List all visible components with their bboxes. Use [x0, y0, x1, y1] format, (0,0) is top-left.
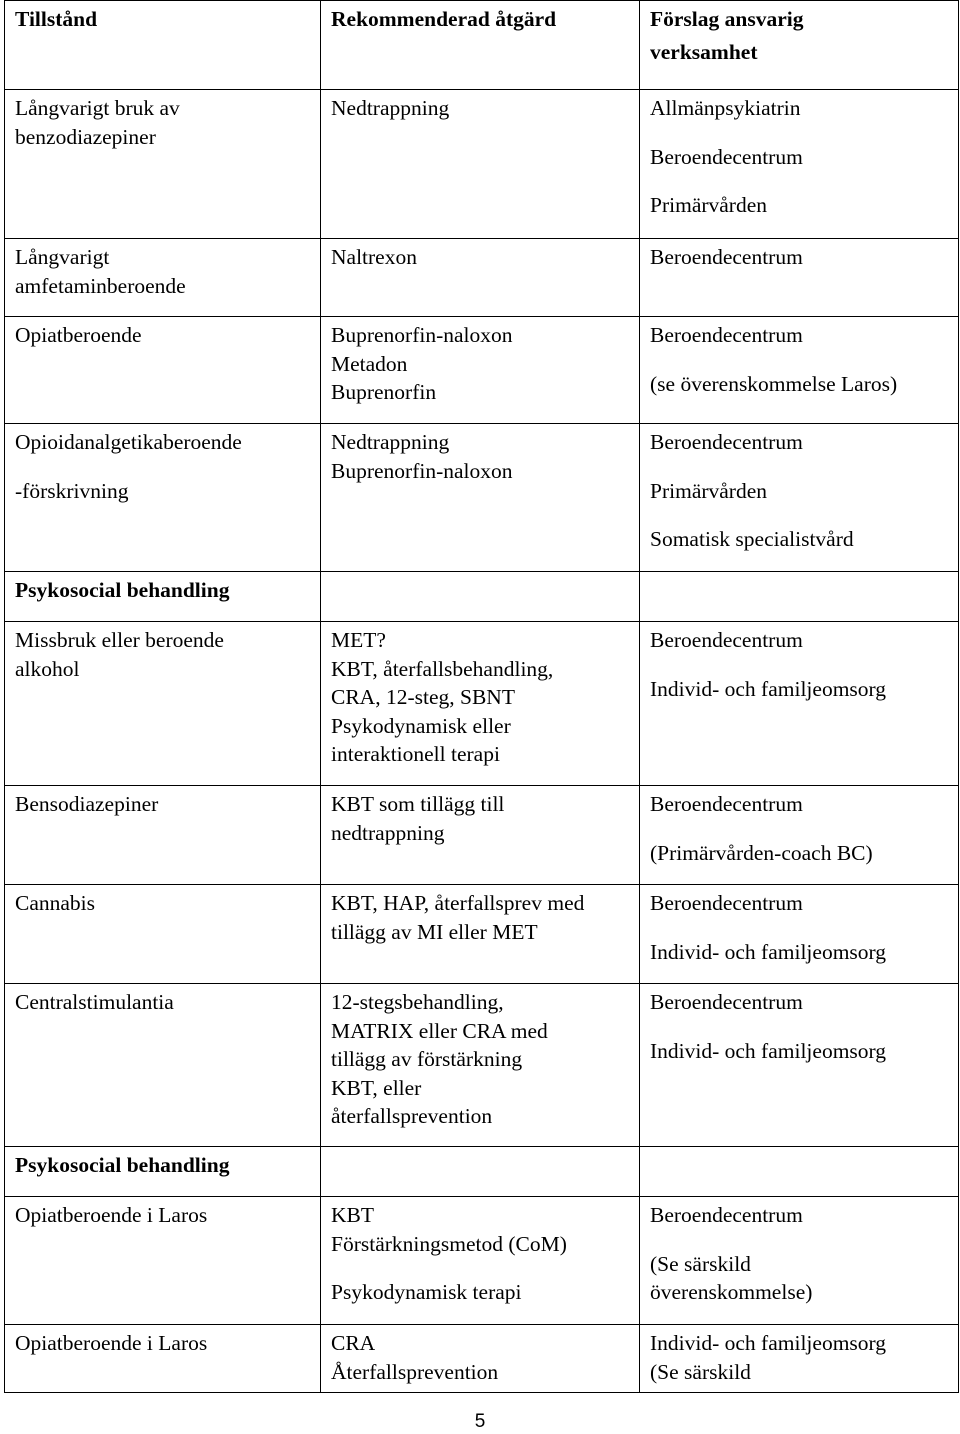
- condition-cell: Opiatberoende i Laros: [5, 1325, 321, 1393]
- table-row: [5, 1325, 959, 1393]
- header-action: Rekommenderad åtgärd: [321, 1, 640, 90]
- condition-cell: Opioidanalgetikaberoende -förskrivning: [5, 424, 321, 572]
- table-row: [5, 984, 959, 1147]
- action-cell: Naltrexon: [321, 239, 640, 317]
- condition-cell: Missbruk eller beroende alkohol: [5, 622, 321, 786]
- table-row: [5, 786, 959, 885]
- table-row: [5, 424, 959, 572]
- empty-cell: [640, 1147, 959, 1197]
- table-row: [5, 622, 959, 786]
- empty-cell: [321, 572, 640, 622]
- responsible-cell: Beroendecentrum (se överenskommelse Laros): [640, 317, 959, 424]
- condition-cell: Centralstimulantia: [5, 984, 321, 1147]
- section-heading: Psykosocial behandling: [5, 1147, 321, 1197]
- table-row: [5, 239, 959, 317]
- section-row: [5, 572, 959, 622]
- empty-cell: [321, 1147, 640, 1197]
- responsible-cell: Beroendecentrum Primärvården Somatisk specialistvård: [640, 424, 959, 572]
- responsible-cell: Individ- och familjeomsorg (Se särskild: [640, 1325, 959, 1393]
- action-cell: Buprenorfin-naloxon Metadon Buprenorfin: [321, 317, 640, 424]
- responsible-cell: Beroendecentrum Individ- och familjeomsorg: [640, 622, 959, 786]
- action-cell: CRA Återfallsprevention: [321, 1325, 640, 1393]
- table-row: [5, 1197, 959, 1325]
- responsible-cell: Beroendecentrum: [640, 239, 959, 317]
- treatment-table: [4, 0, 959, 1393]
- action-cell: KBT som tillägg till nedtrappning: [321, 786, 640, 885]
- table-row: [5, 317, 959, 424]
- action-cell: KBT Förstärkningsmetod (CoM) Psykodynamisk terapi: [321, 1197, 640, 1325]
- action-cell: Nedtrappning: [321, 90, 640, 239]
- table-header-row: [5, 1, 959, 90]
- condition-cell: Opiatberoende i Laros: [5, 1197, 321, 1325]
- condition-cell: Långvarigt bruk av benzodiazepiner: [5, 90, 321, 239]
- empty-cell: [640, 572, 959, 622]
- action-cell: Nedtrappning Buprenorfin-naloxon: [321, 424, 640, 572]
- condition-cell: Bensodiazepiner: [5, 786, 321, 885]
- header-responsible: Förslag ansvarig verksamhet: [640, 1, 959, 90]
- page-number: 5: [474, 1411, 486, 1432]
- condition-cell: Cannabis: [5, 885, 321, 984]
- responsible-cell: Beroendecentrum Individ- och familjeomsorg: [640, 885, 959, 984]
- section-heading: Psykosocial behandling: [5, 572, 321, 622]
- responsible-cell: Allmänpsykiatrin Beroendecentrum Primärvården: [640, 90, 959, 239]
- table-row: [5, 90, 959, 239]
- action-cell: KBT, HAP, återfallsprev med tillägg av MI eller MET: [321, 885, 640, 984]
- condition-cell: Opiatberoende: [5, 317, 321, 424]
- action-cell: 12-stegsbehandling, MATRIX eller CRA med tillägg av förstärkning KBT, eller återfallsprevention: [321, 984, 640, 1147]
- responsible-cell: Beroendecentrum (Primärvården-coach BC): [640, 786, 959, 885]
- header-condition: Tillstånd: [5, 1, 321, 90]
- responsible-cell: Beroendecentrum Individ- och familjeomsorg: [640, 984, 959, 1147]
- action-cell: MET? KBT, återfallsbehandling, CRA, 12-steg, SBNT Psykodynamisk eller interaktionell terapi: [321, 622, 640, 786]
- condition-cell: Långvarigt amfetaminberoende: [5, 239, 321, 317]
- responsible-cell: Beroendecentrum (Se särskild överenskommelse): [640, 1197, 959, 1325]
- section-row: [5, 1147, 959, 1197]
- table-row: [5, 885, 959, 984]
